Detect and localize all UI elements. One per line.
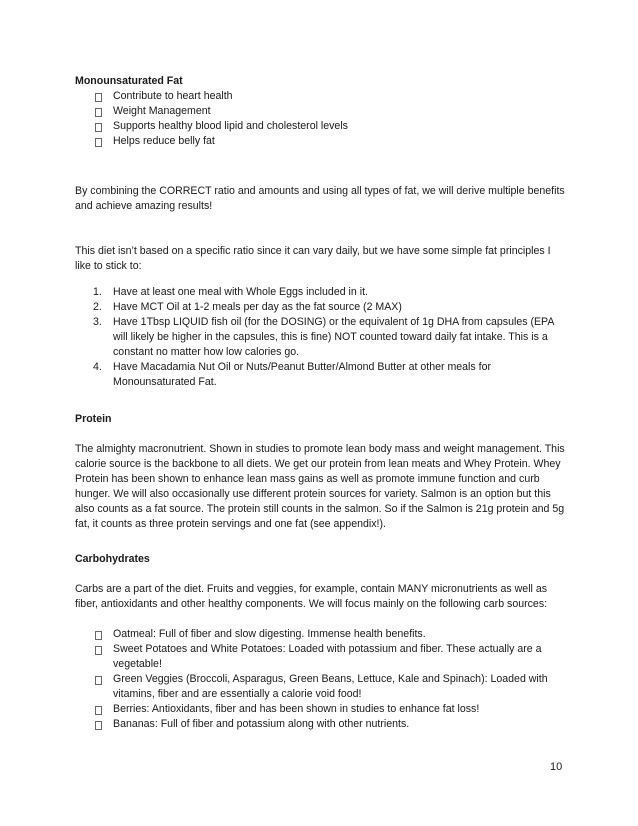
list-item: Supports healthy blood lipid and cholesterol levels	[75, 119, 565, 134]
paragraph-principles-intro: This diet isn’t based on a specific ratio since it can vary daily, but we have some simple fat principles I like to stick to:	[75, 245, 551, 272]
mono-list	[75, 89, 565, 149]
principles-section	[75, 285, 565, 390]
bullet-icon	[95, 108, 102, 117]
list-item: Green Veggies (Broccoli, Asparagus, Green Beans, Lettuce, Kale and Spinach): Loaded with vitamins, fiber and are essentially a calorie void food!	[75, 672, 565, 702]
list-item: 4. Have Macadamia Nut Oil or Nuts/Peanut Butter/Almond Butter at other meals for Monounsaturated Fat.	[93, 361, 492, 388]
list-item: 1. Have at least one meal with Whole Eggs included in it.	[93, 286, 368, 298]
list-item: Helps reduce belly fat	[75, 134, 565, 149]
page-number: 10	[550, 761, 563, 773]
bullet-icon	[95, 93, 102, 102]
list-item: Contribute to heart health	[75, 89, 565, 104]
bullet-icon	[95, 138, 102, 147]
list-item: Sweet Potatoes and White Potatoes: Loaded with potassium and fiber. These actually are a vegetable!	[75, 642, 565, 672]
protein-section	[75, 412, 565, 532]
carbs-list	[75, 627, 565, 732]
list-item: Berries: Antioxidants, fiber and has been shown in studies to enhance fat loss!	[75, 702, 565, 717]
paragraph-ratio: By combining the CORRECT ratio and amounts and using all types of fat, we will derive multiple benefits and achieve amazing results!	[75, 185, 565, 212]
bullet-icon	[95, 123, 102, 132]
carbs-heading: Carbohydrates	[75, 553, 150, 565]
bullet-icon	[95, 676, 102, 685]
list-item: Weight Management	[75, 104, 565, 119]
bullet-icon	[95, 706, 102, 715]
list-item: Oatmeal: Full of fiber and slow digesting. Immense health benefits.	[75, 627, 565, 642]
list-item: 2. Have MCT Oil at 1-2 meals per day as the fat source (2 MAX)	[93, 301, 402, 313]
list-item: Bananas: Full of fiber and potassium along with other nutrients.	[75, 717, 565, 732]
carbs-section	[75, 552, 565, 732]
protein-paragraph: The almighty macronutrient. Shown in studies to promote lean body mass and weight management. This calorie source is the backbone to all diets. We get our protein from lean meats and Whey Protein. Whey Protein has been shown to enhance lean mass gains as well as promote immune function and curb hunger. We will also occasionally use different protein sources for variety. Salmon is an option but this also counts as a fat source. The protein still counts in the salmon. So if the Salmon is 21g protein and 5g fat, it counts as three protein servings and one fat (see appendix!).	[75, 443, 565, 530]
mono-section	[75, 74, 565, 149]
protein-heading: Protein	[75, 413, 112, 425]
principles-list	[75, 285, 565, 390]
bullet-icon	[95, 721, 102, 730]
bullet-icon	[95, 631, 102, 640]
carbs-paragraph: Carbs are a part of the diet. Fruits and veggies, for example, contain MANY micronutrients as well as fiber, antioxidants and other healthy components. We will focus mainly on the following carb sources:	[75, 583, 548, 610]
list-item: 3. Have 1Tbsp LIQUID fish oil (for the DOSING) or the equivalent of 1g DHA from capsules (EPA will likely be higher in the capsules, this is fine) NOT counted toward daily fat intake. This is a constant no matter how low calories go.	[93, 316, 554, 358]
bullet-icon	[95, 646, 102, 655]
mono-heading: Monounsaturated Fat	[75, 75, 183, 87]
